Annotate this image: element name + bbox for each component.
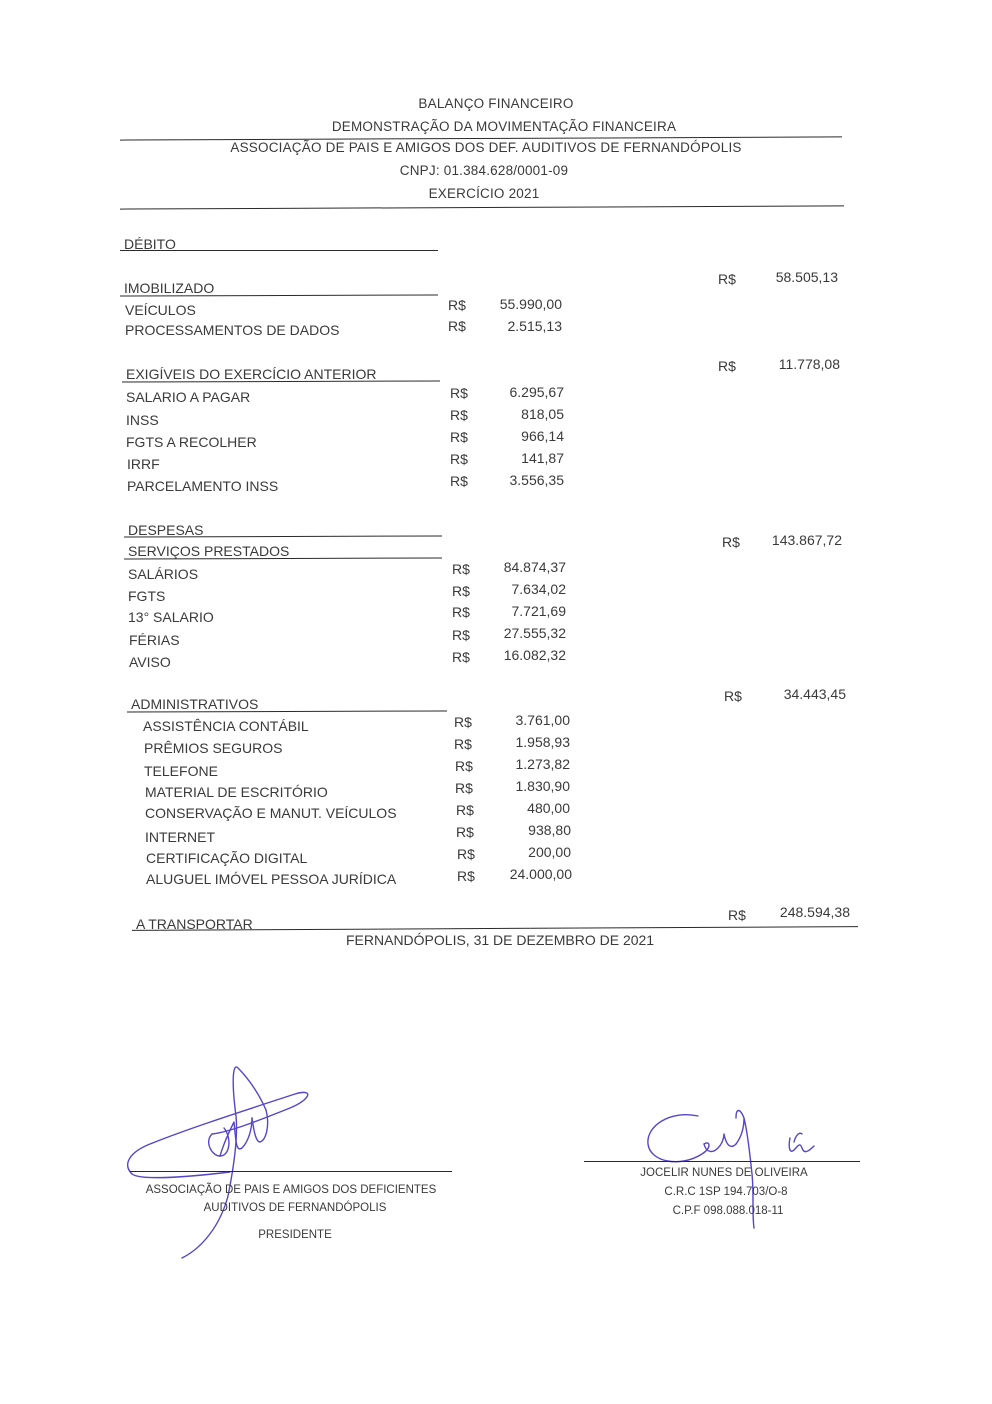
line-item-value: 3.556,35 [509, 472, 564, 488]
line-item-currency: R$ [454, 736, 472, 752]
signature-left-entity-cont: AUDITIVOS DE FERNANDÓPOLIS [203, 1202, 387, 1214]
section-title-administrativos: ADMINISTRATIVOS [131, 696, 259, 712]
line-item-value: 1.273,82 [515, 756, 570, 772]
line-item-value: 938,80 [528, 822, 571, 838]
line-item-value: 24.000,00 [509, 866, 572, 882]
line-item-label: CERTIFICAÇÃO DIGITAL [146, 850, 308, 866]
line-item-value: 480,00 [527, 800, 570, 816]
signature-right-rule [584, 1161, 860, 1162]
report-subtitle: DEMONSTRAÇÃO DA MOVIMENTAÇÃO FINANCEIRA [331, 119, 677, 134]
line-item-currency: R$ [456, 802, 474, 818]
line-item-currency: R$ [457, 846, 475, 862]
line-item-currency: R$ [450, 429, 468, 445]
line-item-label: ASSISTÊNCIA CONTÁBIL [143, 718, 309, 734]
line-item-currency: R$ [455, 758, 473, 774]
line-item-currency: R$ [450, 473, 468, 489]
line-item-currency: R$ [450, 451, 468, 467]
transportar-total-currency: R$ [728, 907, 746, 923]
line-item-label: PARCELAMENTO INSS [127, 478, 279, 494]
servicos-underline [124, 557, 442, 559]
line-item-currency: R$ [448, 318, 466, 334]
line-item-currency: R$ [456, 824, 474, 840]
line-item-label: INTERNET [145, 829, 215, 845]
exigiveis-total-currency: R$ [718, 358, 736, 374]
line-item-value: 2.515,13 [507, 318, 562, 334]
line-item-label: PROCESSAMENTOS DE DADOS [125, 322, 340, 338]
cnpj: CNPJ: 01.384.628/0001-09 [399, 163, 569, 178]
line-item-value: 6.295,67 [509, 384, 564, 400]
exigiveis-total: 11.778,08 [778, 356, 840, 372]
header-rule-bottom [120, 205, 844, 209]
section-title-despesas: DESPESAS [128, 522, 204, 538]
line-item-value: 84.874,37 [503, 559, 566, 575]
signature-left-entity: ASSOCIAÇÃO DE PAIS E AMIGOS DOS DEFICIENTES [145, 1184, 437, 1196]
line-item-label: SALARIO A PAGAR [126, 389, 251, 405]
despesas-total-currency: R$ [722, 534, 740, 550]
administrativos-total-currency: R$ [724, 688, 742, 704]
line-item-value: 966,14 [521, 428, 564, 444]
line-item-label: TELEFONE [144, 763, 218, 779]
section-title-imobilizado: IMOBILIZADO [124, 280, 215, 296]
debito-underline [120, 250, 438, 251]
line-item-currency: R$ [448, 297, 466, 313]
line-item-label: ALUGUEL IMÓVEL PESSOA JURÍDICA [146, 871, 397, 887]
line-item-label: FGTS A RECOLHER [126, 434, 257, 450]
line-item-currency: R$ [457, 868, 475, 884]
debito-label: DÉBITO [124, 236, 176, 252]
line-item-currency: R$ [452, 627, 470, 643]
line-item-value: 141,87 [521, 450, 564, 466]
signature-left-role: PRESIDENTE [258, 1229, 332, 1241]
line-item-value: 3.761,00 [515, 712, 570, 728]
administrativos-total: 34.443,45 [783, 686, 846, 702]
section-title-exigiveis: EXIGÍVEIS DO EXERCÍCIO ANTERIOR [126, 366, 377, 382]
report-title: BALANÇO FINANCEIRO [418, 96, 574, 111]
line-item-label: IRRF [127, 456, 160, 472]
line-item-value: 1.958,93 [515, 734, 570, 750]
line-item-value: 1.830,90 [515, 778, 570, 794]
line-item-currency: R$ [452, 604, 470, 620]
line-item-value: 55.990,00 [499, 296, 562, 312]
line-item-currency: R$ [450, 407, 468, 423]
imobilizado-underline [120, 294, 438, 296]
signature-right-crc: C.R.C 1SP 194.703/O-8 [664, 1186, 788, 1198]
line-item-value: 200,00 [528, 844, 571, 860]
line-item-currency: R$ [452, 583, 470, 599]
line-item-label: CONSERVAÇÃO E MANUT. VEÍCULOS [145, 805, 397, 821]
signature-right-name: JOCELIR NUNES DE OLIVEIRA [640, 1167, 808, 1179]
line-item-label: AVISO [129, 654, 171, 670]
administrativos-underline [127, 710, 447, 712]
line-item-value: 27.555,32 [503, 625, 566, 641]
line-item-value: 818,05 [521, 406, 564, 422]
line-item-value: 7.634,02 [511, 581, 566, 597]
organization-name: ASSOCIAÇÃO DE PAIS E AMIGOS DOS DEF. AUDITIVOS DE FERNANDÓPOLIS [230, 140, 742, 155]
despesas-total: 143.867,72 [771, 532, 842, 548]
line-item-label: 13° SALARIO [128, 609, 214, 625]
signature-left-rule [130, 1171, 452, 1172]
line-item-currency: R$ [455, 780, 473, 796]
imobilizado-total: 58.505,13 [775, 269, 838, 285]
line-item-value: 7.721,69 [511, 603, 566, 619]
line-item-currency: R$ [450, 385, 468, 401]
fiscal-year: EXERCÍCIO 2021 [428, 186, 540, 201]
subsection-title-servicos: SERVIÇOS PRESTADOS [128, 543, 290, 559]
line-item-label: FGTS [128, 588, 166, 604]
line-item-label: FÉRIAS [129, 632, 180, 648]
line-item-currency: R$ [454, 714, 472, 730]
place-date: FERNANDÓPOLIS, 31 DE DEZEMBRO DE 2021 [346, 932, 655, 948]
line-item-currency: R$ [452, 649, 470, 665]
imobilizado-total-currency: R$ [718, 271, 736, 287]
exigiveis-underline [122, 380, 440, 382]
despesas-underline [124, 535, 442, 537]
transportar-label: A TRANSPORTAR [136, 916, 253, 932]
transportar-total: 248.594,38 [779, 904, 850, 920]
line-item-label: MATERIAL DE ESCRITÓRIO [145, 784, 328, 800]
signature-right-cpf: C.P.F 098.088.018-11 [672, 1205, 784, 1217]
line-item-value: 16.082,32 [503, 647, 566, 663]
line-item-label: SALÁRIOS [128, 566, 199, 582]
line-item-label: INSS [126, 412, 159, 428]
line-item-label: PRÊMIOS SEGUROS [144, 740, 283, 756]
line-item-label: VEÍCULOS [125, 302, 196, 318]
line-item-currency: R$ [452, 561, 470, 577]
